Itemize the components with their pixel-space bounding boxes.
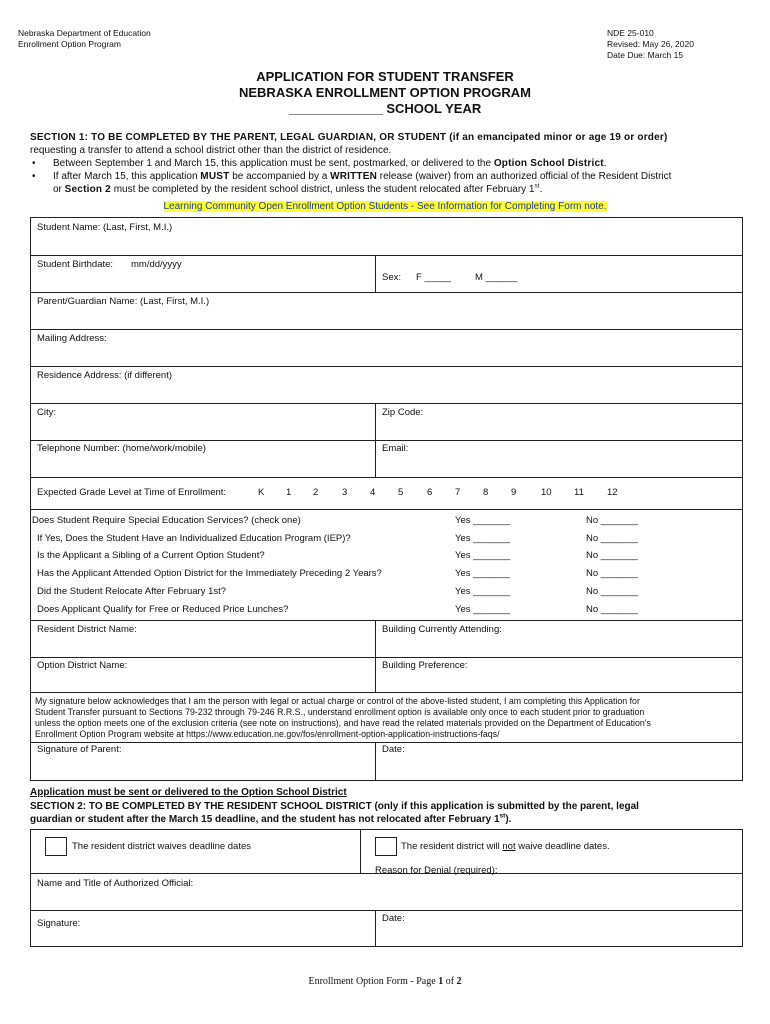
bullet2-i: .	[539, 184, 543, 195]
parent-date-field[interactable]: Date:	[382, 744, 405, 755]
grade-level-label: Expected Grade Level at Time of Enrollment:	[37, 487, 227, 498]
official-name-field[interactable]: Name and Title of Authorized Official:	[37, 878, 194, 889]
bullet1-text: Between September 1 and March 15, this application must be sent, postmarked, or delivered to the	[53, 158, 494, 169]
department-name: Nebraska Department of Education	[18, 28, 151, 38]
question-label: Did the Student Relocate After February 1st?	[37, 586, 227, 597]
section2-heading-line2: guardian or student after the March 15 deadline, and the student has not relocated after February 1	[30, 814, 500, 825]
building-preference-field[interactable]: Building Preference:	[382, 660, 468, 671]
question-label: Is the Applicant a Sibling of a Current Option Student?	[37, 550, 265, 561]
divider	[30, 403, 743, 404]
revised-date: Revised: May 26, 2020	[607, 39, 694, 49]
signature-acknowledgement	[35, 696, 741, 740]
divider	[30, 692, 743, 693]
question-label: Has the Applicant Attended Option District for the Immediately Preceding 2 Years?	[37, 568, 382, 579]
form-number: NDE 25-010	[607, 28, 654, 38]
divider	[30, 366, 743, 367]
header-right	[607, 28, 694, 61]
due-date: Date Due: March 15	[607, 50, 684, 60]
answer-yes[interactable]: Yes _______	[455, 568, 511, 579]
divider	[30, 440, 743, 441]
official-signature-field[interactable]: Signature:	[37, 918, 81, 929]
divider	[375, 910, 376, 947]
grade-option[interactable]: 10	[541, 487, 552, 498]
answer-no[interactable]: No _______	[586, 586, 638, 597]
section1-heading: SECTION 1: TO BE COMPLETED BY THE PARENT, LEGAL GUARDIAN, OR STUDENT (if an emancipated minor or age 19 or order)	[30, 132, 668, 143]
header-left	[18, 28, 151, 50]
bullet2-must: MUST	[200, 171, 230, 182]
grade-option[interactable]: 1	[286, 487, 292, 498]
program-name: Enrollment Option Program	[18, 39, 121, 49]
answer-no[interactable]: No _______	[586, 604, 638, 615]
grade-option[interactable]: 2	[313, 487, 319, 498]
answer-yes[interactable]: Yes _______	[455, 515, 511, 526]
divider	[30, 910, 743, 911]
section2-heading-line1: SECTION 2: TO BE COMPLETED BY THE RESIDENT SCHOOL DISTRICT (only if this application is submitted by the parent, legal	[30, 801, 639, 812]
bullet1-end: .	[603, 158, 607, 169]
grade-option[interactable]: K	[258, 487, 265, 498]
ack-line4: Enrollment Option Program website at https://www.education.ne.gov/fos/enrollment-option-application-instructions-faqs/	[35, 729, 500, 739]
divider	[375, 742, 376, 781]
grade-option[interactable]: 9	[511, 487, 517, 498]
mailing-address-field[interactable]: Mailing Address:	[37, 333, 107, 344]
divider	[30, 657, 743, 658]
bullet2-a: If after March 15, this application	[53, 171, 201, 182]
zip-field[interactable]: Zip Code:	[382, 407, 424, 418]
not-waive-checkbox[interactable]	[375, 837, 397, 856]
section1-subheading: requesting a transfer to attend a school district other than the district of residence.	[30, 145, 392, 156]
title-line2: NEBRASKA ENROLLMENT OPTION PROGRAM	[238, 85, 532, 100]
question-label: Does Student Require Special Education Services? (check one)	[32, 515, 301, 526]
divider	[30, 742, 743, 743]
birthdate-field[interactable]: mm/dd/yyyy	[131, 259, 182, 270]
section2-heading	[30, 800, 760, 826]
answer-no[interactable]: No _______	[586, 568, 638, 579]
grade-option[interactable]: 3	[342, 487, 348, 498]
city-field[interactable]: City:	[37, 407, 56, 418]
bullet2-h: must be completed by the resident school district, unless the student relocated after February 1	[110, 184, 535, 195]
ack-line1: My signature below acknowledges that I am the person with legal or actual charge or control of the above-listed student, I am completing this Application for	[35, 696, 640, 706]
page-title	[0, 69, 770, 117]
parent-signature-field[interactable]: Signature of Parent:	[37, 744, 122, 755]
official-date-field[interactable]: Date:	[382, 913, 405, 924]
grade-option[interactable]: 8	[483, 487, 489, 498]
bullet2-sup: st	[534, 182, 540, 190]
waive-checkbox[interactable]	[45, 837, 67, 856]
email-field[interactable]: Email:	[382, 443, 409, 454]
sex-female-field[interactable]: F _____	[416, 272, 451, 283]
answer-yes[interactable]: Yes _______	[455, 533, 511, 544]
option-district-field[interactable]: Option District Name:	[37, 660, 128, 671]
divider	[375, 620, 376, 692]
footer-text: Enrollment Option Form - Page	[308, 976, 439, 987]
denial-reason-field[interactable]: Reason for Denial (required):	[375, 865, 498, 876]
divider	[30, 477, 743, 478]
question-label: Does Applicant Qualify for Free or Reduced Price Lunches?	[37, 604, 289, 615]
bullet-2	[30, 170, 755, 196]
divider	[30, 255, 743, 256]
sex-label: Sex:	[382, 272, 402, 283]
grade-option[interactable]: 5	[398, 487, 404, 498]
section2-sup: st	[499, 812, 506, 820]
resident-district-field[interactable]: Resident District Name:	[37, 624, 137, 635]
footer-page: 1	[438, 976, 444, 987]
grade-option[interactable]: 6	[427, 487, 433, 498]
learning-community-note	[0, 201, 770, 212]
bullet2-f: or	[53, 184, 65, 195]
answer-yes[interactable]: Yes _______	[455, 604, 511, 615]
not-waive-pre: The resident district will	[401, 841, 503, 852]
not-waive-label	[401, 841, 610, 852]
question-label: If Yes, Does the Student Have an Individualized Education Program (IEP)?	[37, 533, 351, 544]
not-waive-post: waive deadline dates.	[515, 841, 610, 852]
divider	[30, 329, 743, 330]
send-note: Application must be sent or delivered to the Option School District	[30, 787, 347, 798]
bullet2-e: release (waiver) from an authorized official of the Resident District	[377, 171, 672, 182]
building-current-field[interactable]: Building Currently Attending:	[382, 624, 502, 635]
footer-total: 2	[456, 976, 462, 987]
section2-heading-end: ).	[505, 814, 512, 825]
learning-note-text: Learning Community Open Enrollment Option Students - See Information for Completing Form note.	[163, 201, 607, 212]
answer-no[interactable]: No _______	[586, 533, 638, 544]
bullet-1	[30, 157, 755, 170]
answer-no[interactable]: No _______	[586, 515, 638, 526]
telephone-field[interactable]: Telephone Number: (home/work/mobile)	[37, 443, 206, 454]
answer-yes[interactable]: Yes _______	[455, 550, 511, 561]
sex-male-field[interactable]: M ______	[475, 272, 518, 283]
divider	[30, 620, 743, 621]
title-line3: _____________ SCHOOL YEAR	[288, 101, 482, 116]
birthdate-label: Student Birthdate:	[37, 259, 114, 270]
divider	[30, 292, 743, 293]
page-footer	[0, 976, 770, 987]
title-line1: APPLICATION FOR STUDENT TRANSFER	[256, 69, 514, 84]
ack-line3: unless the option meets one of the exclusion criteria (see note on instructions), and have read the related materials provided on the Department of Education's	[35, 718, 651, 728]
divider	[375, 403, 376, 477]
bullet2-c: be accompanied by a	[229, 171, 331, 182]
divider	[30, 509, 743, 510]
parent-name-field[interactable]: Parent/Guardian Name: (Last, First, M.I.)	[37, 296, 210, 307]
residence-address-field[interactable]: Residence Address: (if different)	[37, 370, 173, 381]
ack-line2: Student Transfer pursuant to Sections 79-232 through 79-246 R.R.S., understand enrollment option is available only once to each student prior to graduation	[35, 707, 645, 717]
footer-of: of	[443, 976, 457, 987]
student-name-field[interactable]: Student Name: (Last, First, M.I.)	[37, 222, 173, 233]
grade-option[interactable]: 4	[370, 487, 376, 498]
answer-yes[interactable]: Yes _______	[455, 586, 511, 597]
bullet2-section2: Section 2	[64, 184, 111, 195]
divider	[360, 829, 361, 873]
bullet2-written: WRITTEN	[330, 171, 378, 182]
answer-no[interactable]: No _______	[586, 550, 638, 561]
divider	[375, 255, 376, 292]
grade-option[interactable]: 11	[574, 487, 584, 498]
grade-option[interactable]: 7	[455, 487, 461, 498]
waive-label: The resident district waives deadline dates	[72, 841, 252, 852]
bullet1-bold: Option School District	[493, 158, 604, 169]
grade-option[interactable]: 12	[607, 487, 618, 498]
not-waive-not: not	[502, 841, 516, 852]
section1-intro	[30, 131, 755, 196]
